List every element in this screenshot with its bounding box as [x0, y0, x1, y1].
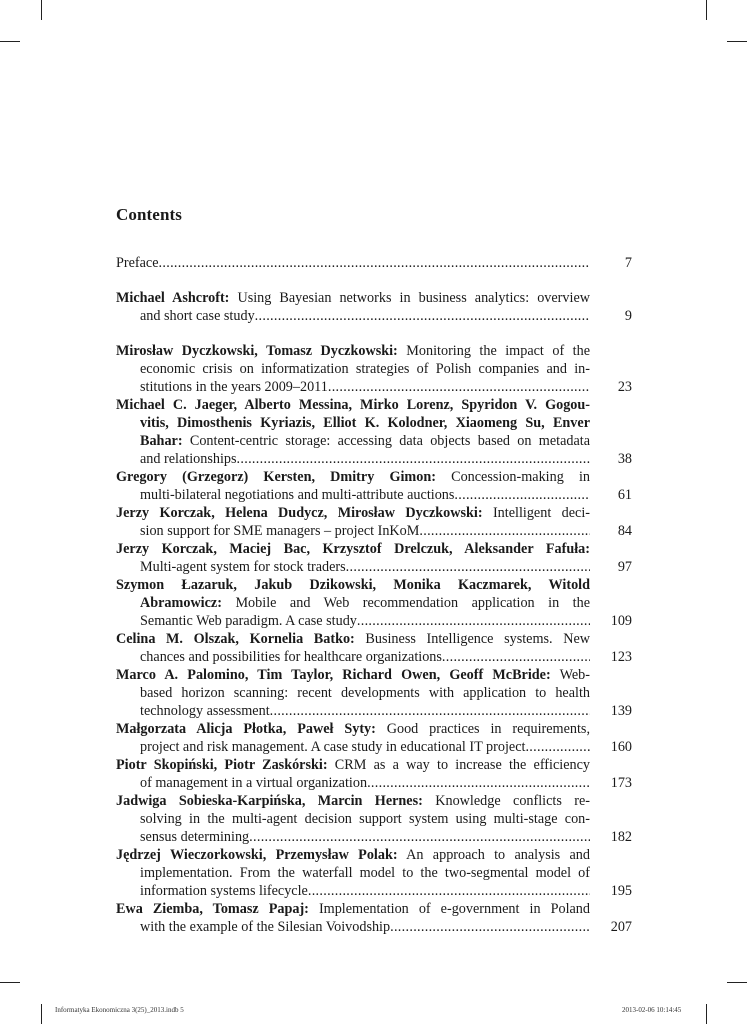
- toc-line: [116, 594, 590, 612]
- toc-authors: Abramowicz:: [140, 595, 222, 611]
- toc-entry-text: [116, 666, 590, 720]
- toc-leader-line: [116, 648, 590, 666]
- page-number: 182: [610, 829, 632, 845]
- toc-title-text: with the example of the Silesian Voivodship: [140, 919, 391, 935]
- crop-mark: [41, 1004, 42, 1024]
- toc-entry-text: [116, 468, 590, 504]
- dot-leader: [346, 558, 590, 576]
- toc-leader-line: [116, 486, 590, 504]
- toc-title-text: based horizon scanning: recent developments with application to health: [140, 685, 590, 701]
- toc-entry[interactable]: [116, 666, 632, 720]
- toc-authors: Mirosław Dyczkowski, Tomasz Dyczkowski:: [116, 343, 398, 359]
- page-number: 38: [617, 451, 632, 467]
- toc-line: [116, 576, 590, 594]
- toc-authors: Szymon Łazaruk, Jakub Dzikowski, Monika Kaczmarek, Witold: [116, 577, 590, 593]
- toc-leader-line: [116, 612, 590, 630]
- page-number: 160: [610, 739, 632, 755]
- crop-mark: [0, 41, 20, 42]
- toc-entry-text: [116, 756, 590, 792]
- toc-leader-line: [116, 558, 590, 576]
- toc-authors: Michael C. Jaeger, Alberto Messina, Mirko Lorenz, Spyridon V. Gogou-: [116, 397, 590, 413]
- toc-line: [116, 468, 590, 486]
- toc-entry-text: [116, 720, 590, 756]
- toc-leader-line: [116, 522, 590, 540]
- page-number: 123: [610, 649, 632, 665]
- toc-leader-line: [116, 774, 590, 792]
- toc-entry-text: [116, 630, 590, 666]
- toc-line: [116, 504, 590, 522]
- toc-entry[interactable]: [116, 846, 632, 900]
- page-number: 23: [617, 379, 632, 395]
- toc-title-text: Good practices in requirements,: [375, 721, 590, 737]
- toc-entry[interactable]: [116, 468, 632, 504]
- toc-title-text: Monitoring the impact of the: [397, 343, 590, 359]
- toc-entry[interactable]: [116, 540, 632, 576]
- toc-title-text: CRM as a way to increase the efficiency: [327, 757, 590, 773]
- toc-entry[interactable]: [116, 504, 632, 540]
- page-number: 173: [610, 775, 632, 791]
- toc-leader-line: [116, 450, 590, 468]
- page-number: 61: [617, 487, 632, 503]
- toc-authors: Jędrzej Wieczorkowski, Przemysław Polak:: [116, 847, 398, 863]
- toc-title-text: stitutions in the years 2009–2011: [140, 379, 328, 395]
- toc-entry[interactable]: [116, 396, 632, 468]
- toc-line: [116, 540, 590, 558]
- toc-leader-line: [116, 307, 590, 325]
- crop-mark: [41, 0, 42, 20]
- toc-authors: Piotr Skopiński, Piotr Zaskórski:: [116, 757, 328, 773]
- toc-line: [116, 630, 590, 648]
- toc-leader-line: [116, 254, 590, 272]
- toc-title-text: Mobile and Web recommendation application in the: [221, 595, 590, 611]
- dot-leader: [442, 648, 590, 666]
- toc-authors: Ewa Ziemba, Tomasz Papaj:: [116, 901, 309, 917]
- toc-title-text: sensus determining: [140, 829, 250, 845]
- toc-title-text: implementation. From the waterfall model to the two-segmental model of: [140, 865, 590, 881]
- toc-title-text: and relationships: [140, 451, 237, 467]
- dot-leader: [419, 522, 590, 540]
- toc-entry[interactable]: [116, 792, 632, 846]
- toc-entry[interactable]: [116, 576, 632, 630]
- dot-leader: [390, 918, 590, 936]
- toc-leader-line: [116, 702, 590, 720]
- toc-leader-line: [116, 378, 590, 396]
- toc-line: [116, 342, 590, 360]
- page-number: 97: [617, 559, 632, 575]
- toc-title-text: technology assessment: [140, 703, 270, 719]
- page-number: 109: [610, 613, 632, 629]
- toc-leader-line: [116, 738, 590, 756]
- toc-authors: Celina M. Olszak, Kornelia Batko:: [116, 631, 355, 647]
- toc-title-text: multi-bilateral negotiations and multi-attribute auctions: [140, 487, 455, 503]
- toc-entry-text: [116, 396, 590, 468]
- toc-authors: Małgorzata Alicja Płotka, Paweł Syty:: [116, 721, 376, 737]
- toc-title-text: Content-centric storage: accessing data objects based on metadata: [182, 433, 590, 449]
- toc-entry-text: [116, 289, 590, 325]
- dot-leader: [255, 307, 590, 325]
- dot-leader: [237, 450, 590, 468]
- toc-entry[interactable]: [116, 254, 632, 272]
- dot-leader: [454, 486, 590, 504]
- toc-title-text: economic crisis on informatization strategies of Polish companies and in-: [140, 361, 590, 377]
- page-number: 207: [610, 919, 632, 935]
- dot-leader: [249, 828, 590, 846]
- toc-title-text: Business Intelligence systems. New: [354, 631, 590, 647]
- toc-entry-text: [116, 846, 590, 900]
- toc-line: [116, 792, 590, 810]
- toc-line: [116, 432, 590, 450]
- toc-leader-line: [116, 918, 590, 936]
- toc-authors: Bahar:: [140, 433, 183, 449]
- toc-title-text: Concession-making in: [435, 469, 590, 485]
- toc-title-text: Semantic Web paradigm. A case study: [140, 613, 357, 629]
- dot-leader: [367, 774, 590, 792]
- crop-mark: [706, 1004, 707, 1024]
- crop-mark: [727, 982, 747, 983]
- toc-authors: Jerzy Korczak, Helena Dudycz, Mirosław Dyczkowski:: [116, 505, 483, 521]
- toc-line: [116, 396, 590, 414]
- toc-title-text: Using Bayesian networks in business analytics: overview: [229, 290, 590, 306]
- toc-line: [116, 846, 590, 864]
- toc-title-text: solving in the multi-agent decision support system using multi-stage con-: [140, 811, 590, 827]
- toc-line: [116, 684, 590, 702]
- crop-mark: [0, 982, 20, 983]
- toc-authors: Marco A. Palomino, Tim Taylor, Richard Owen, Geoff McBride:: [116, 667, 551, 683]
- dot-leader: [159, 254, 590, 272]
- page-number: 139: [610, 703, 632, 719]
- toc-line: [116, 720, 590, 738]
- toc-line: [116, 414, 590, 432]
- toc-title-text: Preface: [116, 255, 159, 271]
- dot-leader: [357, 612, 590, 630]
- toc-entry[interactable]: [116, 756, 632, 792]
- toc-entry[interactable]: [116, 900, 632, 936]
- print-timestamp: 2013-02-06 10:14:45: [622, 1006, 682, 1014]
- toc-title-text: Implementation of e-government in Poland: [308, 901, 590, 917]
- crop-mark: [706, 0, 707, 20]
- toc-title-text: chances and possibilities for healthcare organizations: [140, 649, 442, 665]
- crop-mark: [727, 41, 747, 42]
- toc-title-text: Intelligent deci-: [482, 505, 590, 521]
- toc-title-text: and short case study: [140, 308, 255, 324]
- dot-leader: [270, 702, 590, 720]
- toc-entry[interactable]: [116, 720, 632, 756]
- toc-authors: Michael Ashcroft:: [116, 290, 230, 306]
- toc-entry-text: [116, 540, 590, 576]
- toc-line: [116, 666, 590, 684]
- toc-authors: Gregory (Grzegorz) Kersten, Dmitry Gimon:: [116, 469, 436, 485]
- toc-title-text: Knowledge conflicts re-: [422, 793, 590, 809]
- page-number: 195: [610, 883, 632, 899]
- toc-title-text: sion support for SME managers – project InKoM: [140, 523, 420, 539]
- page-number: 84: [617, 523, 632, 539]
- toc-title-text: An approach to analysis and: [397, 847, 590, 863]
- dot-leader: [308, 882, 590, 900]
- toc-entry-text: [116, 342, 590, 396]
- toc-title-text: Web-: [550, 667, 590, 683]
- toc-title-text: of management in a virtual organization: [140, 775, 368, 791]
- toc-line: [116, 810, 590, 828]
- toc-title-text: project and risk management. A case study in educational IT project: [140, 739, 526, 755]
- toc-line: [116, 756, 590, 774]
- toc-entry-text: [116, 900, 590, 936]
- toc-authors: vitis, Dimosthenis Kyriazis, Elliot K. Kolodner, Xiaomeng Su, Enver: [140, 415, 590, 431]
- toc-line: [116, 289, 590, 307]
- dot-leader: [328, 378, 590, 396]
- toc-line: [116, 864, 590, 882]
- toc-line: [116, 900, 590, 918]
- toc-entry[interactable]: [116, 342, 632, 396]
- page-number: 7: [624, 255, 632, 271]
- toc-title-text: information systems lifecycle: [140, 883, 308, 899]
- toc-line: [116, 360, 590, 378]
- toc-entry-text: [116, 792, 590, 846]
- toc-leader-line: [116, 828, 590, 846]
- page-number: 9: [624, 308, 632, 324]
- print-file-info: Informatyka Ekonomiczna 3(25)_2013.indb 5: [55, 1006, 184, 1014]
- toc-authors: Jadwiga Sobieska-Karpińska, Marcin Hernes:: [116, 793, 423, 809]
- toc-entry-text: [116, 504, 590, 540]
- toc-entry[interactable]: [116, 289, 632, 325]
- toc-entry-text: [116, 576, 590, 630]
- toc-entry-text: [116, 254, 590, 272]
- toc-authors: Jerzy Korczak, Maciej Bac, Krzysztof Drelczuk, Aleksander Fafuła:: [116, 541, 590, 557]
- table-of-contents: [116, 254, 632, 936]
- dot-leader: [525, 738, 590, 756]
- toc-entry[interactable]: [116, 630, 632, 666]
- toc-title-text: Multi-agent system for stock traders: [140, 559, 346, 575]
- toc-leader-line: [116, 882, 590, 900]
- page-title: Contents: [116, 205, 182, 224]
